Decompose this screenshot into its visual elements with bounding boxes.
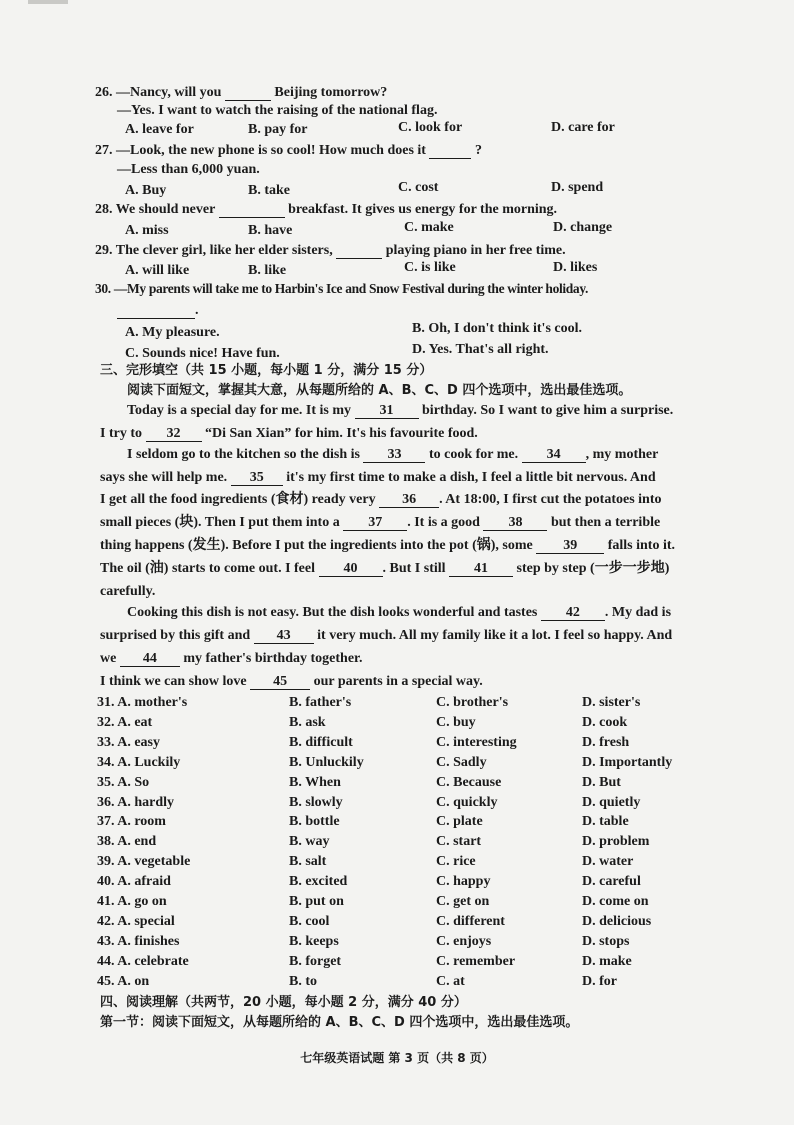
- question-28-stem: [95, 201, 557, 219]
- blank-33: 33: [363, 448, 425, 463]
- option-45-d: D. for: [582, 973, 617, 989]
- option-42-b: B. cool: [289, 913, 330, 929]
- passage-text: we: [100, 651, 117, 666]
- passage-line: carefully.: [100, 584, 156, 599]
- option-32-d: D. cook: [582, 714, 628, 730]
- passage-line: [127, 604, 671, 622]
- option-31-d: D. sister's: [582, 695, 641, 710]
- question-29-option-b: B. like: [248, 263, 287, 278]
- question-29-option-d: D. likes: [553, 260, 598, 275]
- option-41-c: C. get on: [436, 894, 490, 909]
- option-42-d: D. delicious: [582, 913, 652, 929]
- option-44-c: C. remember: [436, 953, 516, 969]
- option-43-c: C. enjoys: [436, 933, 492, 949]
- option-43-a: 43. A. finishes: [97, 933, 180, 949]
- option-34-d: D. Importantly: [582, 754, 673, 770]
- passage-line: [127, 402, 673, 420]
- passage-text: small pieces (块). Then I put them into a: [100, 515, 340, 530]
- passage-text: I think we can show love: [100, 674, 247, 689]
- question-text: 27. —Look, the new phone is so cool! How much does it: [95, 143, 426, 158]
- passage-text: I seldom go to the kitchen so the dish is: [127, 447, 360, 462]
- option-43-b: B. keeps: [289, 933, 339, 949]
- question-text: .: [195, 303, 199, 318]
- option-39-b: B. salt: [289, 854, 327, 870]
- blank-35: 35: [231, 471, 283, 486]
- question-26-reply: —Yes. I want to watch the raising of the national flag.: [117, 103, 438, 118]
- question-text: Beijing tomorrow?: [274, 85, 388, 100]
- section-3-instruction: 阅读下面短文，掌握其大意，从每题所给的 A、B、C、D 四个选项中，选出最佳选项。: [127, 383, 632, 398]
- option-40-b: B. excited: [289, 874, 348, 890]
- passage-text: thing happens (发生). Before I put the ingredients into the pot (锅), some: [100, 538, 533, 553]
- page-footer: 七年级英语试题 第 3 页（共 8 页）: [300, 1051, 494, 1065]
- blank-38: 38: [483, 516, 547, 531]
- option-42-c: C. different: [436, 913, 505, 929]
- question-29-option-a: A. will like: [125, 263, 190, 278]
- blank-32: 32: [146, 427, 202, 442]
- question-30-option-b: B. Oh, I don't think it's cool.: [412, 321, 582, 336]
- option-34-b: B. Unluckily: [289, 754, 364, 770]
- question-28-option-d: D. change: [553, 220, 613, 235]
- option-42-a: 42. A. special: [97, 913, 175, 929]
- answer-blank: [225, 86, 271, 101]
- option-33-b: B. difficult: [289, 734, 353, 750]
- answer-blank: [429, 144, 471, 159]
- option-32-a: 32. A. eat: [97, 714, 153, 730]
- question-28-option-a: A. miss: [125, 223, 169, 238]
- option-37-c: C. plate: [436, 814, 483, 830]
- option-32-b: B. ask: [289, 714, 326, 730]
- passage-text: I get all the food ingredients (食材) ready very: [100, 492, 376, 507]
- blank-42: 42: [541, 606, 605, 621]
- passage-text: to cook for me.: [428, 447, 519, 462]
- question-30-reply: [117, 302, 199, 320]
- section-4-part-1-instruction: 第一节：阅读下面短文，从每题所给的 A、B、C、D 四个选项中，选出最佳选项。: [100, 1015, 579, 1030]
- question-text: playing piano in her free time.: [385, 243, 566, 258]
- question-27-reply: —Less than 6,000 yuan.: [117, 162, 260, 177]
- blank-31: 31: [355, 404, 419, 419]
- question-text: ?: [474, 143, 482, 158]
- option-35-c: C. Because: [436, 774, 502, 790]
- option-31-b: B. father's: [289, 695, 352, 710]
- option-35-d: D. But: [582, 774, 621, 790]
- option-45-c: C. at: [436, 973, 465, 989]
- question-27-option-d: D. spend: [551, 180, 604, 195]
- passage-text: it very much. All my family like it a lot. I feel so happy. And: [317, 628, 673, 643]
- option-38-d: D. problem: [582, 834, 650, 850]
- passage-text: but then a terrible: [550, 515, 661, 530]
- question-27-option-c: C. cost: [398, 180, 439, 195]
- option-31-a: 31. A. mother's: [97, 695, 188, 710]
- passage-text: step by step (一步一步地): [516, 561, 670, 576]
- question-text: 29. The clever girl, like her elder sisters,: [95, 243, 333, 258]
- option-37-b: B. bottle: [289, 814, 340, 830]
- question-26-option-a: A. leave for: [125, 122, 194, 137]
- option-40-a: 40. A. afraid: [97, 874, 171, 890]
- option-38-b: B. way: [289, 834, 330, 850]
- passage-text: Today is a special day for me. It is my: [127, 403, 352, 418]
- question-27-option-b: B. take: [248, 183, 290, 198]
- answer-blank: [117, 304, 195, 319]
- passage-line: [100, 425, 478, 443]
- option-33-c: C. interesting: [436, 734, 517, 750]
- question-text: 26. —Nancy, will you: [95, 85, 222, 100]
- section-4-title: 四、阅读理解（共两节，20 小题，每小题 2 分，满分 40 分）: [100, 995, 467, 1010]
- option-39-c: C. rice: [436, 854, 476, 870]
- question-26-option-c: C. look for: [398, 120, 463, 135]
- option-40-c: C. happy: [436, 874, 491, 890]
- passage-line: [100, 673, 483, 691]
- passage-text: it's my first time to make a dish, I feel a little bit nervous. And: [286, 470, 656, 485]
- option-36-b: B. slowly: [289, 794, 343, 810]
- option-33-d: D. fresh: [582, 734, 630, 750]
- passage-text: Cooking this dish is not easy. But the dish looks wonderful and tastes: [127, 605, 538, 620]
- option-34-a: 34. A. Luckily: [97, 754, 181, 770]
- passage-text: I try to: [100, 426, 142, 441]
- question-26-option-b: B. pay for: [248, 122, 308, 137]
- blank-39: 39: [536, 539, 604, 554]
- question-26-option-d: D. care for: [551, 120, 615, 135]
- option-41-d: D. come on: [582, 894, 649, 909]
- passage-text: my father's birthday together.: [183, 651, 363, 666]
- passage-text: our parents in a special way.: [313, 674, 483, 689]
- option-45-a: 45. A. on: [97, 973, 150, 989]
- passage-text: says she will help me.: [100, 470, 228, 485]
- question-text: 28. We should never: [95, 202, 216, 217]
- blank-34: 34: [522, 448, 586, 463]
- answer-blank: [336, 244, 382, 259]
- option-39-a: 39. A. vegetable: [97, 854, 191, 870]
- option-36-d: D. quietly: [582, 794, 641, 810]
- option-33-a: 33. A. easy: [97, 734, 160, 750]
- option-37-a: 37. A. room: [97, 814, 166, 830]
- passage-line: [127, 446, 658, 464]
- question-29-option-c: C. is like: [404, 260, 456, 275]
- question-28-option-b: B. have: [248, 223, 293, 238]
- question-30-option-a: A. My pleasure.: [125, 325, 220, 340]
- passage-text: , my mother: [585, 447, 659, 462]
- question-27-stem: [95, 142, 482, 160]
- option-36-c: C. quickly: [436, 794, 498, 810]
- option-37-d: D. table: [582, 814, 629, 830]
- option-38-a: 38. A. end: [97, 834, 157, 850]
- question-26-stem: [95, 84, 387, 102]
- option-41-a: 41. A. go on: [97, 894, 167, 909]
- option-36-a: 36. A. hardly: [97, 794, 175, 810]
- passage-text: . It is a good: [407, 515, 480, 530]
- passage-text: birthday. So I want to give him a surprise.: [422, 403, 674, 418]
- option-39-d: D. water: [582, 854, 634, 870]
- blank-44: 44: [120, 652, 180, 667]
- question-29-stem: [95, 242, 566, 260]
- option-45-b: B. to: [289, 973, 317, 989]
- option-32-c: C. buy: [436, 714, 476, 730]
- passage-text: . But I still: [382, 561, 446, 576]
- blank-36: 36: [379, 493, 439, 508]
- option-44-b: B. forget: [289, 953, 342, 969]
- option-44-d: D. make: [582, 953, 632, 969]
- passage-text: falls into it.: [607, 538, 676, 553]
- passage-text: surprised by this gift and: [100, 628, 251, 643]
- passage-text: . At 18:00, I first cut the potatoes into: [439, 492, 662, 507]
- blank-40: 40: [319, 562, 383, 577]
- passage-line: [100, 491, 662, 509]
- option-41-b: B. put on: [289, 894, 344, 909]
- option-35-b: B. When: [289, 774, 341, 790]
- question-30-option-d: D. Yes. That's all right.: [412, 342, 549, 357]
- passage-line: [100, 627, 672, 645]
- passage-text: The oil (油) starts to come out. I feel: [100, 561, 316, 576]
- option-44-a: 44. A. celebrate: [97, 953, 189, 969]
- option-40-d: D. careful: [582, 874, 641, 890]
- passage-line: [100, 514, 660, 532]
- passage-line: [100, 560, 669, 578]
- passage-text: “Di San Xian” for him. It's his favourite food.: [205, 426, 478, 441]
- question-30-stem: 30. —My parents will take me to Harbin's Ice and Snow Festival during the winter holiday.: [95, 281, 589, 296]
- scan-edge-mark: [28, 0, 68, 4]
- option-43-d: D. stops: [582, 933, 630, 949]
- passage-text: . My dad is: [604, 605, 672, 620]
- blank-41: 41: [449, 562, 513, 577]
- question-30-option-c: C. Sounds nice! Have fun.: [125, 346, 280, 361]
- passage-line: [100, 650, 362, 668]
- question-text: breakfast. It gives us energy for the morning.: [288, 202, 558, 217]
- blank-45: 45: [250, 675, 310, 690]
- option-31-c: C. brother's: [436, 695, 509, 710]
- answer-blank: [219, 203, 285, 218]
- option-34-c: C. Sadly: [436, 754, 487, 770]
- passage-line: [100, 469, 656, 487]
- option-38-c: C. start: [436, 834, 482, 850]
- blank-37: 37: [343, 516, 407, 531]
- blank-43: 43: [254, 629, 314, 644]
- question-28-option-c: C. make: [404, 220, 454, 235]
- question-27-option-a: A. Buy: [125, 183, 167, 198]
- section-3-title: 三、完形填空（共 15 小题，每小题 1 分，满分 15 分）: [100, 363, 433, 378]
- option-35-a: 35. A. So: [97, 774, 150, 790]
- passage-line: [100, 537, 675, 555]
